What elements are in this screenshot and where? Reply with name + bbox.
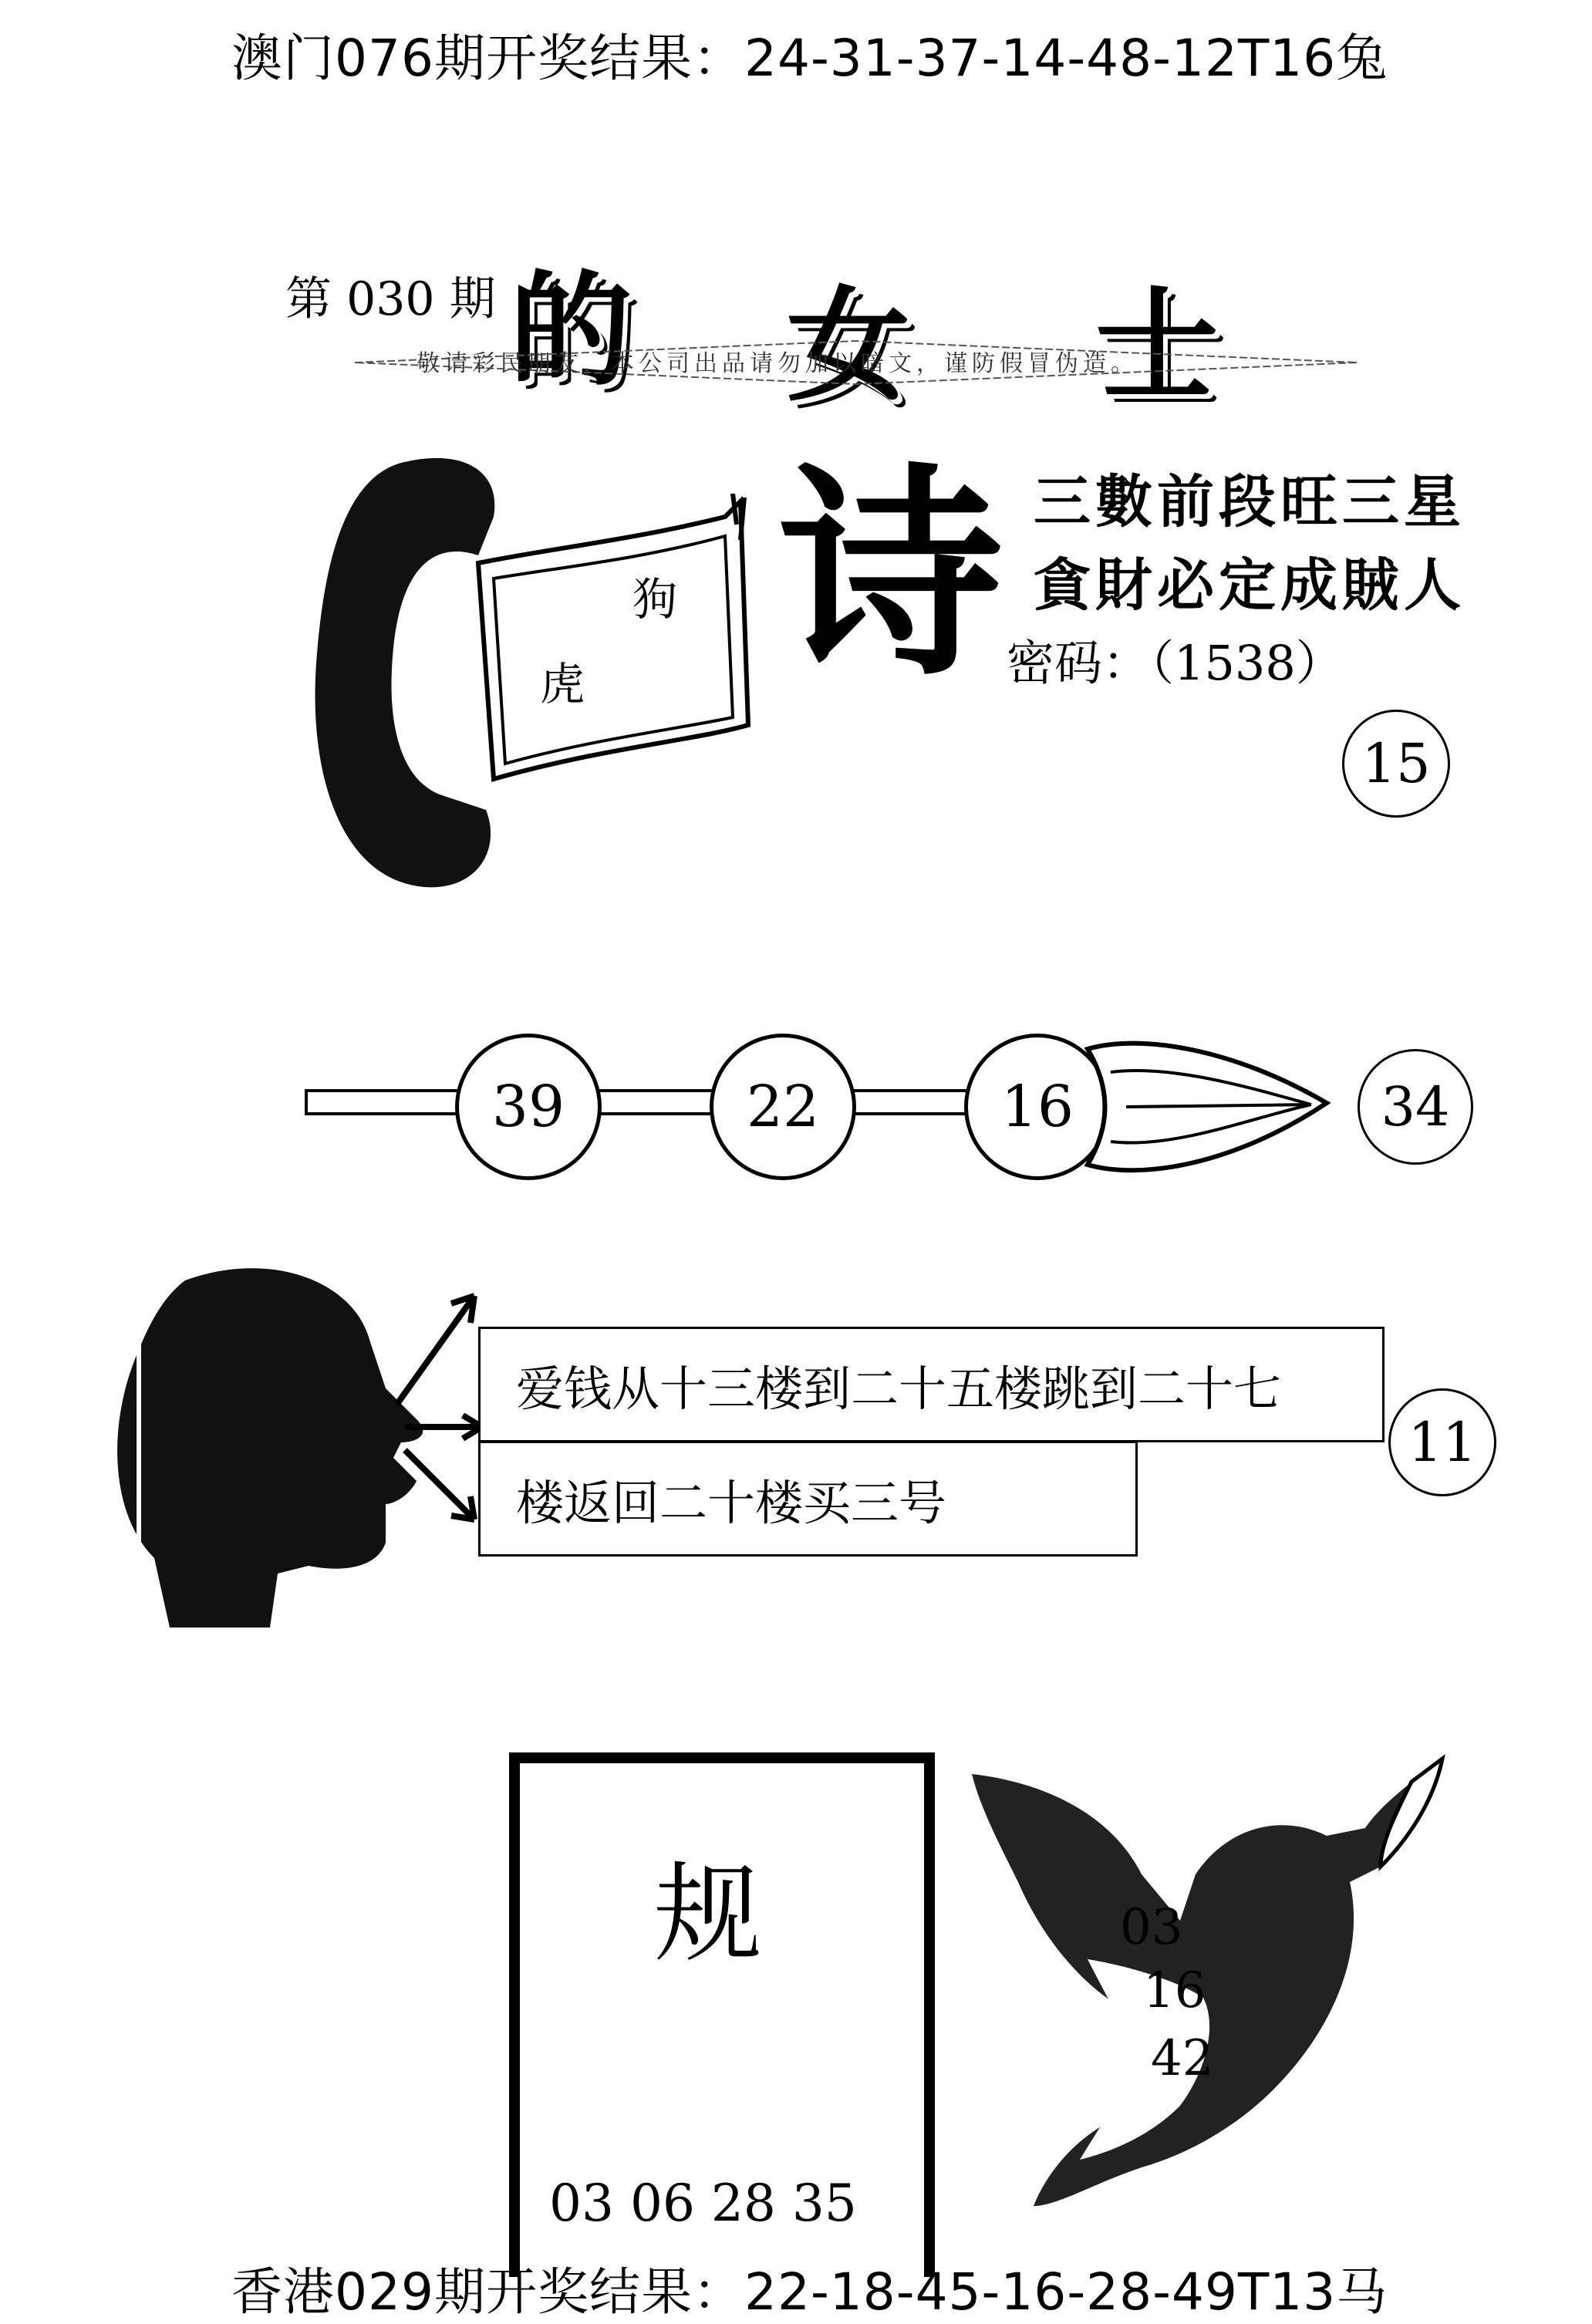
poem-line-1: 三數前段旺三星: [1034, 469, 1466, 535]
secret-code: 密码：（1538）: [1007, 635, 1344, 691]
speech-line-1: 爱钱从十三楼到二十五楼跳到二十七: [478, 1327, 1385, 1442]
title-char-2: 女: [787, 273, 911, 418]
bird-number-1: 03: [1120, 1899, 1183, 1956]
doc-char-dog: 狗: [632, 573, 678, 626]
stick-ball-1: 39: [455, 1034, 602, 1180]
document-flag-icon: [463, 494, 756, 802]
circled-number-11: 11: [1388, 1388, 1496, 1496]
doc-char-tiger: 虎: [540, 658, 585, 710]
card-char: 规: [654, 1852, 763, 1978]
stick-tip-icon: [1080, 1034, 1334, 1180]
bird-number-3: 42: [1151, 2030, 1214, 2087]
macau-result-line: 澳门076期开奖结果：24-31-37-14-48-12T16兔: [231, 29, 1388, 88]
title-char-3: 士: [1095, 273, 1219, 418]
poem-line-2: 貪財必定成賊人: [1034, 552, 1466, 619]
speech-line-2: 楼返回二十楼买三号: [478, 1441, 1138, 1557]
bird-number-2: 16: [1143, 1962, 1206, 2019]
stick-ball-3: 16: [964, 1034, 1111, 1180]
banner-text: 敬请彩民朋友，本公司出品请勿加以暗文，谨防假冒伪造。: [417, 350, 1138, 377]
stick-ball-2: 22: [710, 1034, 856, 1180]
circled-number-34: 34: [1358, 1049, 1473, 1165]
issue-label: 第 030 期: [285, 272, 496, 326]
hk-result-line: 香港029期开奖结果：22-18-45-16-28-49T13马: [231, 2262, 1388, 2322]
title-char-1: 的: [509, 258, 633, 403]
card-numbers: 03 06 28 35: [549, 2174, 857, 2233]
circled-number-15: 15: [1342, 710, 1450, 818]
big-char-poem: 诗: [779, 444, 1003, 706]
